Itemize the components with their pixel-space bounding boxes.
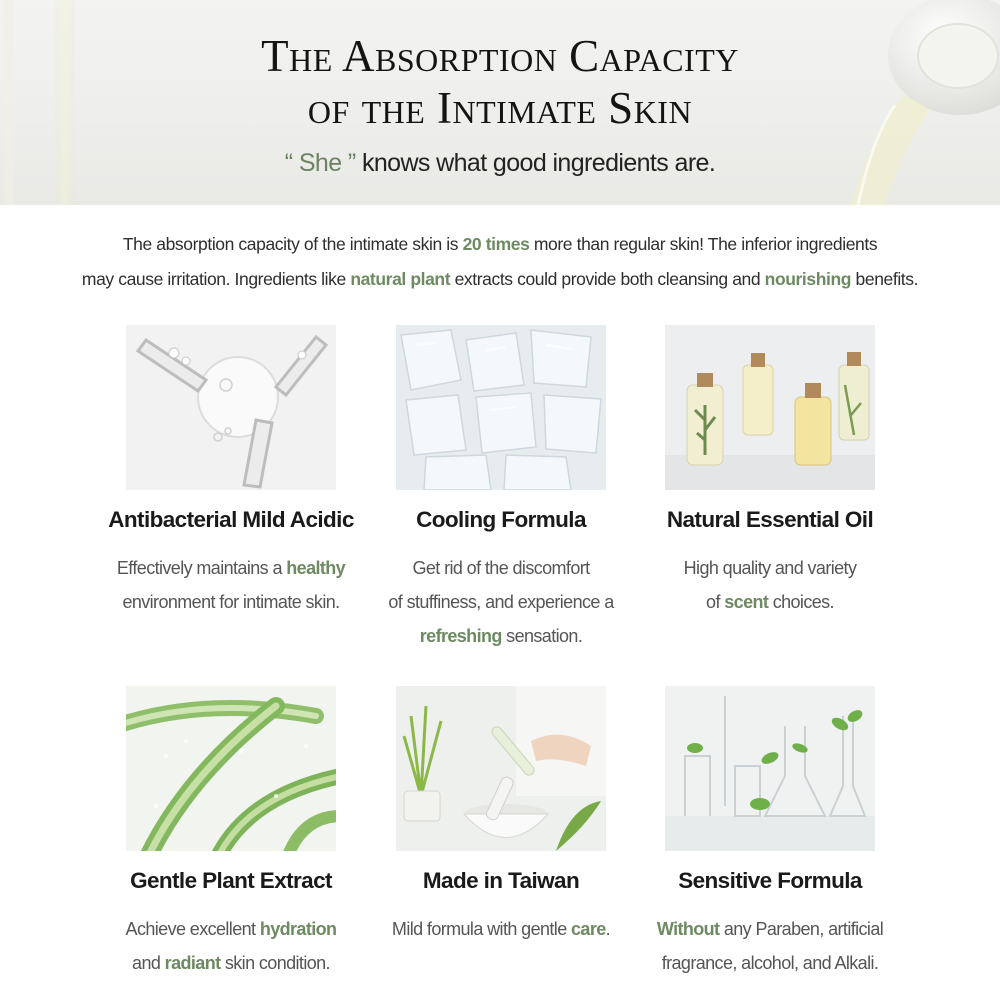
feature-title: Cooling Formula xyxy=(416,507,586,532)
intro-highlight: nourishing xyxy=(764,269,852,289)
description-line xyxy=(620,946,920,980)
feature-title: Sensitive Formula xyxy=(678,868,862,893)
hero-banner xyxy=(0,0,1000,205)
subtitle xyxy=(0,149,1000,178)
description-text: High quality and variety xyxy=(683,558,857,578)
description-highlight: Without xyxy=(656,919,720,939)
description-highlight: radiant xyxy=(164,953,221,973)
description-line xyxy=(81,585,381,619)
lab-glassware-plants-image xyxy=(665,686,875,851)
dropper-serum-image xyxy=(126,325,336,490)
description-text: any Paraben, artificial xyxy=(719,919,884,939)
description-text: Mild formula with gentle xyxy=(391,919,572,939)
description-text: sensation. xyxy=(501,626,583,646)
description-highlight: care xyxy=(571,919,606,939)
intro-text: more than regular skin! The inferior ingredients xyxy=(529,234,878,254)
description-text: Get rid of the discomfort xyxy=(412,558,590,578)
description-text: choices. xyxy=(768,592,834,612)
description-highlight: scent xyxy=(724,592,769,612)
description-line xyxy=(81,912,381,946)
description-text: Effectively maintains a xyxy=(116,558,287,578)
title-line-1: The Absorption Capacity xyxy=(261,31,739,81)
description-text: of xyxy=(706,592,725,612)
subtitle-quote-close: ” xyxy=(341,149,356,177)
description-line xyxy=(351,551,651,585)
description-line xyxy=(620,551,920,585)
subtitle-rest: knows what good ingredients are. xyxy=(355,149,716,177)
subtitle-quote-open: “ xyxy=(284,149,299,177)
ice-cubes-image xyxy=(396,325,606,490)
intro-line-2 xyxy=(20,262,980,297)
feature-description xyxy=(81,912,381,980)
description-line xyxy=(620,585,920,619)
description-text: fragrance, alcohol, and Alkali. xyxy=(661,953,879,973)
description-text: environment for intimate skin. xyxy=(122,592,340,612)
description-text: and xyxy=(132,953,165,973)
description-line xyxy=(351,619,651,653)
feature-description xyxy=(620,551,920,619)
feature-description xyxy=(620,912,920,980)
description-highlight: refreshing xyxy=(419,626,502,646)
description-highlight: hydration xyxy=(259,919,337,939)
intro-text: The absorption capacity of the intimate skin is xyxy=(122,234,463,254)
intro-paragraph xyxy=(20,227,980,297)
description-text: Achieve excellent xyxy=(125,919,260,939)
intro-highlight: 20 times xyxy=(462,234,530,254)
page-title xyxy=(0,30,1000,134)
feature-title: Natural Essential Oil xyxy=(666,507,874,532)
title-line-2: of the Intimate Skin xyxy=(307,83,693,133)
description-text: of stuffiness, and experience a xyxy=(388,592,614,612)
feature-description xyxy=(351,551,651,653)
essential-oil-bottles-image xyxy=(665,325,875,490)
feature-description xyxy=(81,551,381,619)
description-line xyxy=(351,585,651,619)
feature-description xyxy=(351,912,651,946)
feature-title: Antibacterial Mild Acidic xyxy=(108,507,354,532)
description-text: skin condition. xyxy=(220,953,330,973)
intro-highlight: natural plant xyxy=(350,269,451,289)
intro-text: extracts could provide both cleansing and xyxy=(450,269,765,289)
description-line xyxy=(351,912,651,946)
description-highlight: healthy xyxy=(286,558,346,578)
description-line xyxy=(81,551,381,585)
intro-text: may cause irritation. Ingredients like xyxy=(81,269,351,289)
lab-mortar-image xyxy=(396,686,606,851)
description-line xyxy=(620,912,920,946)
intro-text: benefits. xyxy=(851,269,919,289)
feature-title: Gentle Plant Extract xyxy=(130,868,332,893)
intro-line-1 xyxy=(20,227,980,262)
aloe-leaves-image xyxy=(126,686,336,851)
feature-title: Made in Taiwan xyxy=(422,868,580,893)
subtitle-quote-word: She xyxy=(298,149,342,177)
description-line xyxy=(81,946,381,980)
description-text: . xyxy=(605,919,611,939)
